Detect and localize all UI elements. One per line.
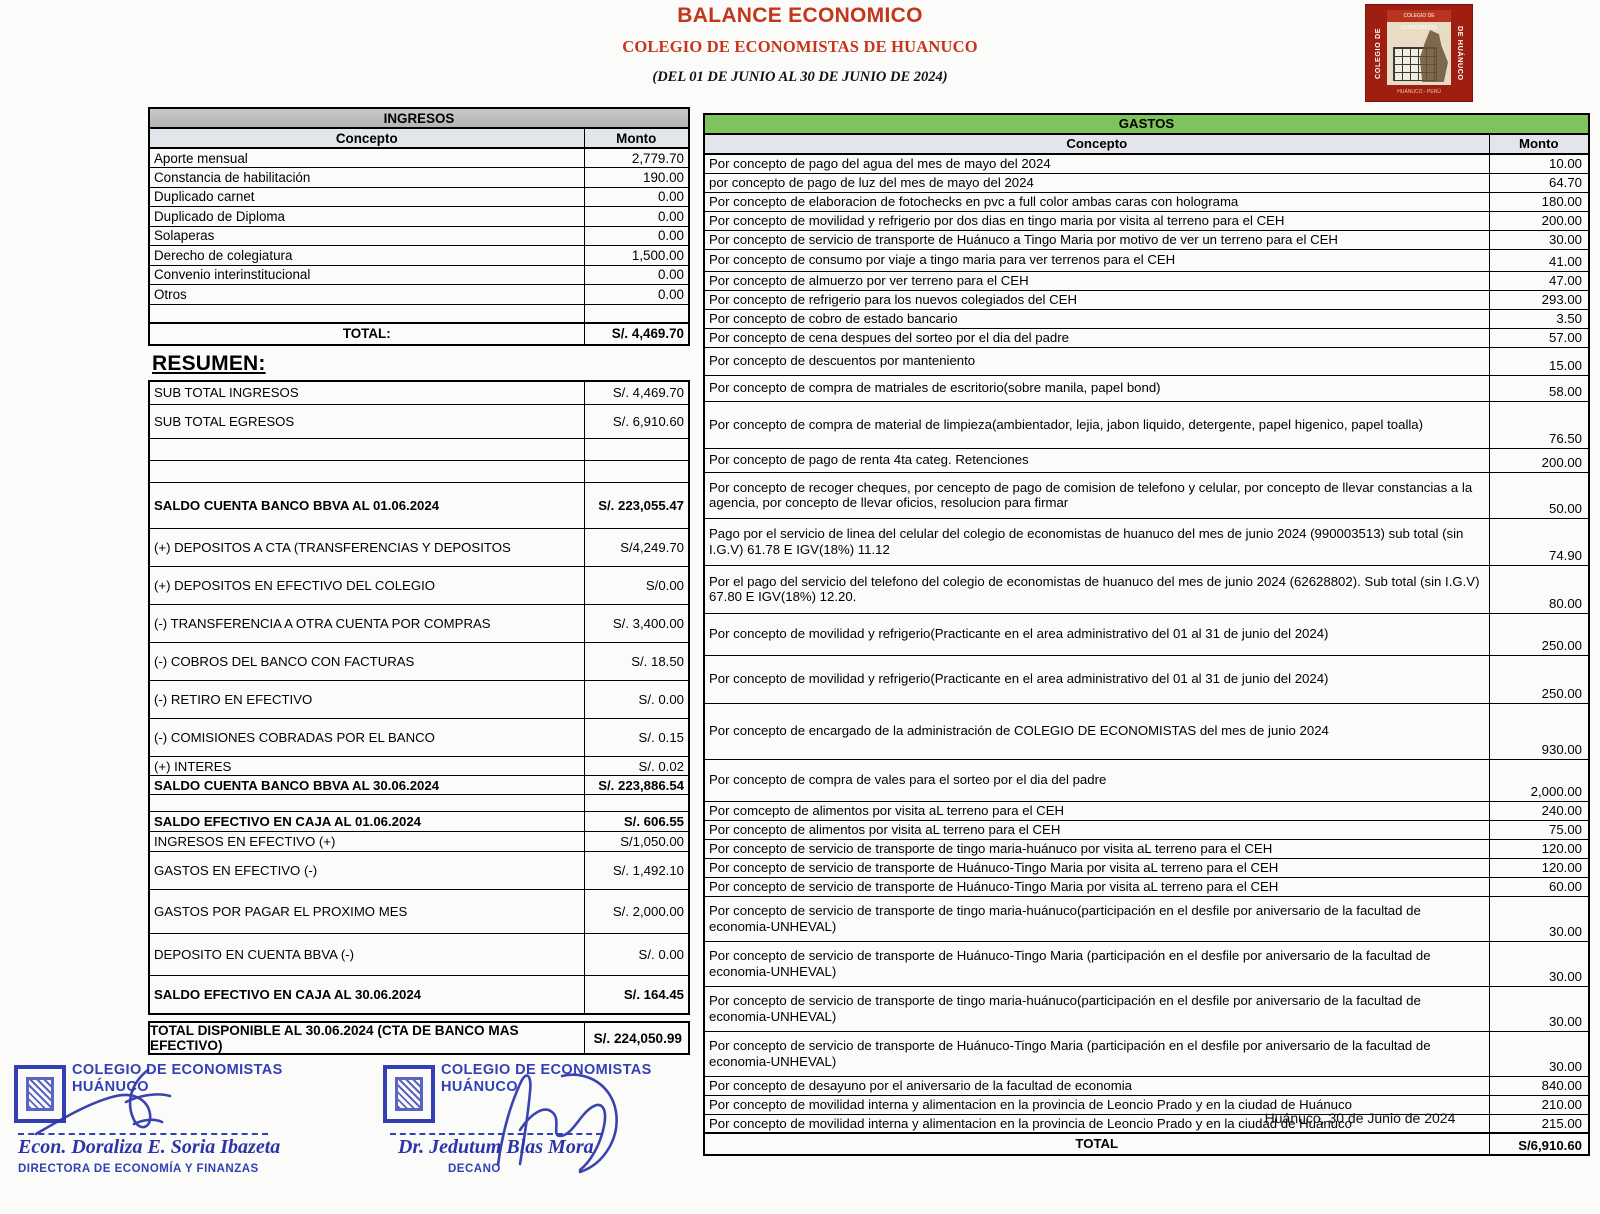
table-row (149, 976, 689, 1014)
table-row (149, 461, 689, 483)
signer-name-right: Dr. Jedutum Blas Mora (398, 1136, 594, 1158)
period-label: (DEL 01 DE JUNIO AL 30 DE JUNIO DE 2024) (652, 69, 948, 85)
resumen-label: SUB TOTAL EGRESOS (149, 405, 584, 439)
gastos-concepto: Por concepto de pago de renta 4ta categ. Retenciones (704, 448, 1489, 472)
gastos-monto: 3.50 (1489, 309, 1589, 328)
resumen-heading: RESUMEN: (152, 351, 266, 375)
resumen-label: GASTOS EN EFECTIVO (-) (149, 852, 584, 890)
gastos-monto: 64.70 (1489, 173, 1589, 192)
gastos-concepto: Por concepto de compra de matriales de escritorio(sobre manila, papel bond) (704, 375, 1489, 401)
resumen-value (584, 461, 689, 483)
ingresos-concepto: Solaperas (149, 226, 584, 246)
ingresos-monto: 1,500.00 (584, 246, 689, 266)
gastos-concepto: Por concepto de desayuno por el aniversario de la facultad de economia (704, 1076, 1489, 1095)
total-disponible-label: TOTAL DISPONIBLE AL 30.06.2024 (CTA DE BANCO MAS EFECTIVO) (149, 1022, 584, 1054)
resumen-table (148, 380, 690, 1015)
resumen-label (149, 439, 584, 461)
gastos-monto: 76.50 (1489, 401, 1589, 448)
gastos-concepto: Por concepto de cena despues del sorteo por el dia del padre (704, 328, 1489, 347)
gastos-monto: 41.00 (1489, 249, 1589, 271)
ingresos-concepto: Duplicado de Diploma (149, 207, 584, 227)
resumen-value: S/. 606.55 (584, 812, 689, 832)
gastos-concepto: Por concepto de servicio de transporte de Huánuco-Tingo Maria (participación en el desfile por aniversario de la facultad de economia-UNHEVAL) (704, 941, 1489, 986)
resumen-label: (-) RETIRO EN EFECTIVO (149, 681, 584, 719)
gastos-concepto: Por concepto de pago del agua del mes de mayo del 2024 (704, 154, 1489, 173)
table-row (149, 207, 689, 227)
signature-rule-left (18, 1133, 268, 1135)
ingresos-monto: 0.00 (584, 226, 689, 246)
resumen-value: S/. 0.15 (584, 719, 689, 757)
resumen-value: S/. 223,055.47 (584, 483, 689, 529)
resumen-label: SUB TOTAL INGRESOS (149, 381, 584, 405)
gastos-concepto: Por concepto de descuentos por manteniento (704, 347, 1489, 375)
table-row (704, 986, 1589, 1031)
table-row (149, 168, 689, 188)
gastos-concepto: Por concepto de movilidad y refrigerio por dos dias en tingo maria por visita al terreno para el CEH (704, 211, 1489, 230)
gastos-concepto: Por comcepto de alimentos por visita aL terreno para el CEH (704, 801, 1489, 820)
gastos-monto: 2,000.00 (1489, 759, 1589, 801)
resumen-value: S/1,050.00 (584, 832, 689, 852)
gastos-monto: 30.00 (1489, 230, 1589, 249)
gastos-concepto: Por concepto de servicio de transporte de tingo maria-huánuco(participación en el desfile por aniversario de la facultad de economia-UNHEVAL) (704, 896, 1489, 941)
table-row (149, 934, 689, 976)
resumen-label: INGRESOS EN EFECTIVO (+) (149, 832, 584, 852)
gastos-monto: 74.90 (1489, 518, 1589, 565)
table-row (704, 173, 1589, 192)
table-row (149, 567, 689, 605)
gastos-monto: 80.00 (1489, 565, 1589, 613)
gastos-concepto: Por concepto de movilidad interna y alimentacion en la provincia de Leoncio Prado y en la ciudad de Huánuco (704, 1114, 1489, 1133)
gastos-monto: 30.00 (1489, 941, 1589, 986)
gastos-monto: 47.00 (1489, 271, 1589, 290)
table-row (704, 820, 1589, 839)
table-row (704, 347, 1589, 375)
gastos-monto: 58.00 (1489, 375, 1589, 401)
gastos-concepto: Por concepto de servicio de transporte de Huánuco-Tingo Maria por visita aL terreno para el CEH (704, 858, 1489, 877)
table-row (704, 839, 1589, 858)
table-row (704, 448, 1589, 472)
table-row (704, 154, 1589, 173)
table-row (149, 795, 689, 812)
gastos-total-value: S/6,910.60 (1489, 1133, 1589, 1155)
table-row (149, 405, 689, 439)
gastos-monto: 215.00 (1489, 1114, 1589, 1133)
gastos-concepto: por concepto de pago de luz del mes de mayo del 2024 (704, 173, 1489, 192)
table-row (149, 852, 689, 890)
logo-emblem-icon (1387, 10, 1451, 85)
gastos-monto: 50.00 (1489, 472, 1589, 518)
gastos-monto: 30.00 (1489, 896, 1589, 941)
logo-center (1386, 8, 1452, 98)
gastos-monto: 293.00 (1489, 290, 1589, 309)
table-row (149, 226, 689, 246)
signature-rule-right (390, 1133, 602, 1135)
resumen-value: S/. 2,000.00 (584, 890, 689, 934)
gastos-monto: 210.00 (1489, 1095, 1589, 1114)
resumen-label: DEPOSITO EN CUENTA BBVA (-) (149, 934, 584, 976)
gastos-concepto: Por concepto de movilidad interna y alimentacion en la provincia de Leoncio Prado y en la ciudad de Huánuco (704, 1095, 1489, 1114)
total-disponible-value: S/. 224,050.99 (584, 1022, 689, 1054)
resumen-value (584, 795, 689, 812)
logo-banner-text: COLEGIO DE ECONOMISTAS (1387, 10, 1451, 22)
ingresos-section-title: INGRESOS (149, 108, 689, 128)
resumen-label: SALDO CUENTA BANCO BBVA AL 30.06.2024 (149, 776, 584, 795)
table-row (149, 439, 689, 461)
gastos-concepto: Por concepto de compra de material de limpieza(ambientador, lejia, jabon liquido, detergente, papel higenico, papel toalla) (704, 401, 1489, 448)
resumen-value: S/. 6,910.60 (584, 405, 689, 439)
resumen-value: S/0.00 (584, 567, 689, 605)
table-row (704, 858, 1589, 877)
stamp-text-right-line1: COLEGIO DE ECONOMISTAS (441, 1062, 652, 1078)
table-row (704, 375, 1589, 401)
signer-name-left: Econ. Doraliza E. Soria Ibazeta (18, 1136, 281, 1158)
gastos-concepto: Por concepto de refrigerio para los nuevos colegiados del CEH (704, 290, 1489, 309)
table-row (704, 472, 1589, 518)
table-row (149, 605, 689, 643)
document-header (0, 4, 1600, 86)
gastos-monto: 180.00 (1489, 192, 1589, 211)
gastos-section-title: GASTOS (704, 114, 1589, 134)
logo-right-text: DE HUÁNUCO (1456, 25, 1466, 81)
table-row (704, 211, 1589, 230)
table-row (149, 483, 689, 529)
stamp-text-left-line1: COLEGIO DE ECONOMISTAS (72, 1062, 283, 1078)
table-row (149, 757, 689, 776)
gastos-concepto: Por concepto de movilidad y refrigerio(Practicante en el area administrativo del 01 al 31 de junio del 2024) (704, 613, 1489, 655)
gastos-col-monto: Monto (1489, 134, 1589, 154)
stamp-text-left-line2: HUÁNUCO (72, 1079, 149, 1095)
table-row (149, 187, 689, 207)
table-row (704, 309, 1589, 328)
resumen-label: (+) DEPOSITOS EN EFECTIVO DEL COLEGIO (149, 567, 584, 605)
table-row (704, 759, 1589, 801)
resumen-label: (-) COBROS DEL BANCO CON FACTURAS (149, 643, 584, 681)
ingresos-concepto: Derecho de colegiatura (149, 246, 584, 266)
left-column (148, 107, 688, 1015)
table-row (704, 328, 1589, 347)
signer-role-right: DECANO (448, 1163, 501, 1175)
resumen-label: SALDO EFECTIVO EN CAJA AL 30.06.2024 (149, 976, 584, 1014)
gastos-monto: 60.00 (1489, 877, 1589, 896)
resumen-value: S/. 0.00 (584, 934, 689, 976)
table-row (149, 529, 689, 567)
resumen-label: SALDO EFECTIVO EN CAJA AL 01.06.2024 (149, 812, 584, 832)
logo-bottom-text: HUÁNUCO - PERÚ (1386, 87, 1452, 98)
resumen-label: GASTOS POR PAGAR EL PROXIMO MES (149, 890, 584, 934)
table-row (704, 192, 1589, 211)
ingresos-concepto: Duplicado carnet (149, 187, 584, 207)
table-row (704, 655, 1589, 703)
table-row (704, 1076, 1589, 1095)
ingresos-concepto: Otros (149, 285, 584, 305)
gastos-concepto: Por concepto de alimentos por visita aL terreno para el CEH (704, 820, 1489, 839)
table-row (704, 941, 1589, 986)
table-row (149, 643, 689, 681)
gastos-concepto: Por concepto de servicio de transporte de Huánuco-Tingo Maria por visita aL terreno para el CEH (704, 877, 1489, 896)
ingresos-concepto: Convenio interinstitucional (149, 265, 584, 285)
table-row (704, 271, 1589, 290)
resumen-label: (-) TRANSFERENCIA A OTRA CUENTA POR COMPRAS (149, 605, 584, 643)
table-row (149, 812, 689, 832)
table-row (149, 890, 689, 934)
gastos-monto: 250.00 (1489, 655, 1589, 703)
table-row (149, 776, 689, 795)
gastos-concepto: Por concepto de consumo por viaje a tingo maria para ver terrenos para el CEH (704, 249, 1489, 271)
table-row (704, 877, 1589, 896)
gastos-concepto: Por el pago del servicio del telefono del colegio de economistas de huanuco del mes de junio 2024 (62628802). Sub total (sin I.G.V) 67.80 E IGV(18%) 12.20. (704, 565, 1489, 613)
resumen-value: S/. 164.45 (584, 976, 689, 1014)
gastos-col-concepto: Concepto (704, 134, 1489, 154)
gastos-monto: 240.00 (1489, 801, 1589, 820)
resumen-value: S/. 3,400.00 (584, 605, 689, 643)
gastos-monto: 75.00 (1489, 820, 1589, 839)
handwritten-signature-left-icon (30, 1062, 260, 1142)
gastos-concepto: Por concepto de movilidad y refrigerio(Practicante en el area administrativo del 01 al 31 de junio del 2024) (704, 655, 1489, 703)
signer-role-left: DIRECTORA DE ECONOMÍA Y FINANZAS (18, 1163, 259, 1175)
logo-left-text: COLEGIO DE (1372, 27, 1382, 79)
resumen-value: S/. 4,469.70 (584, 381, 689, 405)
gastos-monto: 120.00 (1489, 839, 1589, 858)
table-row (704, 1031, 1589, 1076)
ingresos-monto: 0.00 (584, 285, 689, 305)
table-row (704, 801, 1589, 820)
ingresos-concepto: Aporte mensual (149, 148, 584, 168)
stamp-seal-right-icon (383, 1065, 435, 1123)
page-title: BALANCE ECONOMICO (677, 4, 923, 27)
handwritten-signature-right-icon (440, 1040, 670, 1180)
gastos-concepto: Por concepto de recoger cheques, por cencepto de pago de comision de telefono y celular, por concepto de llevar constancias a la agencia, por concepto de llevar oficios, resolucion para firmar (704, 472, 1489, 518)
ingresos-concepto: Constancia de habilitación (149, 168, 584, 188)
table-row (149, 381, 689, 405)
gastos-concepto: Por concepto de servicio de transporte de tingo maria-huánuco por visita aL terreno para el CEH (704, 839, 1489, 858)
table-row (704, 565, 1589, 613)
ingresos-total-value: S/. 4,469.70 (584, 323, 689, 345)
gastos-table (703, 113, 1590, 1156)
table-row (149, 265, 689, 285)
resumen-label: (+) DEPOSITOS A CTA (TRANSFERENCIAS Y DEPOSITOS (149, 529, 584, 567)
resumen-label: SALDO CUENTA BANCO BBVA AL 01.06.2024 (149, 483, 584, 529)
ingresos-monto: 190.00 (584, 168, 689, 188)
table-row (149, 285, 689, 305)
resumen-value: S/. 223,886.54 (584, 776, 689, 795)
gastos-monto: 200.00 (1489, 211, 1589, 230)
gastos-monto: 15.00 (1489, 347, 1589, 375)
gastos-concepto: Por concepto de compra de vales para el sorteo por el dia del padre (704, 759, 1489, 801)
table-row (149, 681, 689, 719)
gastos-concepto: Por concepto de elaboracion de fotochecks en pvc a full color ambas caras con holograma (704, 192, 1489, 211)
gastos-concepto: Por concepto de servicio de transporte de Huánuco-Tingo Maria (participación en el desfile por aniversario de la facultad de economia-UNHEVAL) (704, 1031, 1489, 1076)
resumen-label: (+) INTERES (149, 757, 584, 776)
resumen-value: S/. 18.50 (584, 643, 689, 681)
gastos-monto: 840.00 (1489, 1076, 1589, 1095)
ingresos-table (148, 107, 690, 346)
gastos-monto: 200.00 (1489, 448, 1589, 472)
table-row (704, 613, 1589, 655)
ingresos-monto: 0.00 (584, 207, 689, 227)
gastos-monto: 120.00 (1489, 858, 1589, 877)
table-row (704, 896, 1589, 941)
resumen-value: S/. 0.02 (584, 757, 689, 776)
resumen-value: S/. 1,492.10 (584, 852, 689, 890)
gastos-concepto: Por concepto de encargado de la administración de COLEGIO DE ECONOMISTAS del mes de junio 2024 (704, 703, 1489, 759)
resumen-value: S/4,249.70 (584, 529, 689, 567)
gastos-concepto: Por concepto de servicio de transporte de Huánuco a Tingo Maria por motivo de ver un terreno para el CEH (704, 230, 1489, 249)
stamp-text-right-line2: HUÁNUCO (441, 1079, 518, 1095)
resumen-value: S/. 0.00 (584, 681, 689, 719)
gastos-concepto: Por concepto de servicio de transporte de tingo maria-huánuco(participación en el desfile por aniversario de la facultad de economia-UNHEVAL) (704, 986, 1489, 1031)
gastos-total-label: TOTAL (704, 1133, 1489, 1155)
footer-date: Huánuco, 30 de Junio de 2024 (1264, 1110, 1456, 1126)
ingresos-spacer (149, 304, 584, 323)
resumen-label: (-) COMISIONES COBRADAS POR EL BANCO (149, 719, 584, 757)
ingresos-monto: 0.00 (584, 187, 689, 207)
table-row (149, 246, 689, 266)
ingresos-col-concepto: Concepto (149, 128, 584, 148)
table-row (149, 832, 689, 852)
ingresos-spacer-amount (584, 304, 689, 323)
table-row (704, 518, 1589, 565)
table-row (704, 230, 1589, 249)
ingresos-monto: 0.00 (584, 265, 689, 285)
college-logo (1365, 4, 1473, 102)
gastos-monto: 930.00 (1489, 703, 1589, 759)
gastos-concepto: Por concepto de cobro de estado bancario (704, 309, 1489, 328)
table-row (704, 401, 1589, 448)
gastos-monto: 30.00 (1489, 986, 1589, 1031)
gastos-monto: 250.00 (1489, 613, 1589, 655)
table-row (704, 703, 1589, 759)
table-row (704, 290, 1589, 309)
gastos-concepto: Por concepto de almuerzo por ver terreno para el CEH (704, 271, 1489, 290)
gastos-monto: 10.00 (1489, 154, 1589, 173)
resumen-value (584, 439, 689, 461)
resumen-label (149, 795, 584, 812)
ingresos-total-label: TOTAL: (149, 323, 584, 345)
gastos-concepto: Pago por el servicio de linea del celular del colegio de economistas de huanuco del mes de junio 2024 (990003513) sub total (sin I.G.V) 61.78 E IGV(18%) 11.12 (704, 518, 1489, 565)
right-column (703, 113, 1588, 1156)
organization-name: COLEGIO DE ECONOMISTAS DE HUANUCO (622, 37, 978, 56)
ingresos-monto: 2,779.70 (584, 148, 689, 168)
gastos-monto: 57.00 (1489, 328, 1589, 347)
table-row (149, 148, 689, 168)
logo-figure-icon (1418, 30, 1448, 82)
ingresos-col-monto: Monto (584, 128, 689, 148)
resumen-label (149, 461, 584, 483)
table-row (704, 249, 1589, 271)
table-row (149, 719, 689, 757)
gastos-monto: 30.00 (1489, 1031, 1589, 1076)
